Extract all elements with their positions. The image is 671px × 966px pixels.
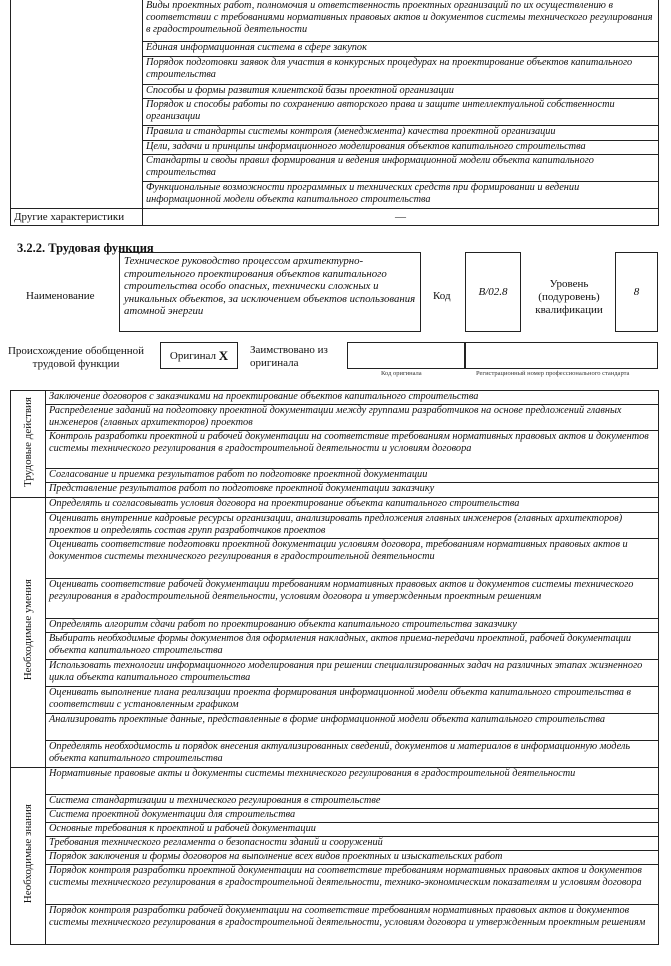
table-row: Цели, задачи и принципы информационного моделирования объектов капитального строительства	[143, 141, 659, 155]
actions-label: Трудовые действия	[22, 396, 34, 487]
level-box	[615, 252, 658, 332]
continued-label-cell	[11, 0, 143, 209]
other-characteristics-label: Другие характеристики	[11, 209, 143, 226]
original-mark: X	[218, 347, 229, 363]
table-row: Правила и стандарты системы контроля (менеджмента) качества проектной организации	[143, 126, 659, 141]
original-label: Оригинал	[169, 349, 216, 362]
code-label: Код	[433, 290, 451, 302]
table-row: Порядок контроля разработки проектной документации на соответствие требованиям нормативных правовых актов и документов системы технического регулирования в градостроительной деятельности, технико-экономическим показателям и условиям договора	[46, 865, 659, 905]
section-title: 3.2.2. Трудовая функция	[17, 241, 154, 255]
table-row: Система проектной документации для строительства	[46, 809, 659, 823]
table-row: Заключение договоров с заказчиками на проектирование объектов капитального строительства	[46, 391, 659, 405]
table-row: Основные требования к проектной и рабочей документации	[46, 823, 659, 837]
borrowed-label: Заимствовано из оригинала	[250, 344, 328, 369]
table-row: Оценивать соответствие рабочей документации требованиям нормативных правовых актов и документов системы технического регулирования в градостроительной деятельности, условиям договора и утвержденным проектным решениям	[46, 579, 659, 619]
code-box	[465, 252, 521, 332]
table-row: Нормативные правовые акты и документы системы технического регулирования в градостроительной деятельности	[46, 768, 659, 795]
table-row: Анализировать проектные данные, представленные в форме информационной модели объекта капитального строительства	[46, 714, 659, 741]
table-row: Порядок контроля разработки рабочей документации на соответствие требованиям нормативных правовых актов и документов системы технического регулирования в градостроительной деятельности, условиям договора и утвержденным проектным решениям	[46, 905, 659, 945]
level-label: Уровень (подуровень) квалификации	[535, 278, 603, 316]
name-label: Наименование	[26, 290, 95, 302]
other-characteristics-value: —	[143, 209, 659, 226]
table-row: Порядок заключения и формы договоров на выполнение всех видов проектных и изыскательских работ	[46, 851, 659, 865]
reg-number-box	[465, 342, 658, 369]
function-name-box	[119, 252, 421, 332]
table-row: Контроль разработки проектной и рабочей документации на соответствие требованиям нормативных правовых актов и документов системы технического регулирования в градостроительной деятельности и условиям договора	[46, 431, 659, 469]
table-row: Требования технического регламента о безопасности зданий и сооружений	[46, 837, 659, 851]
knowledge-label-cell	[11, 768, 46, 945]
table-row: Определять алгоритм сдачи работ по проектированию объекта капитального строительства заказчику	[46, 619, 659, 633]
table-row: Использовать технологии информационного моделирования при решении специализированных задач на различных этапах жизненного цикла объекта капитального строительства	[46, 660, 659, 687]
table-row: Представление результатов работ по подготовке проектной документации заказчику	[46, 483, 659, 498]
table-row: Согласование и приемка результатов работ по подготовке проектной документации	[46, 469, 659, 483]
table-row: Определять необходимость и порядок внесения актуализированных сведений, документов и материалов в информационную модель объекта капитального строительства	[46, 741, 659, 768]
table-row: Оценивать внутренние кадровые ресурсы организации, анализировать предложения главных инженеров (главных архитекторов) проектов и определять состав групп разработчиков проектов	[46, 513, 659, 539]
table-row: Система стандартизации и технического регулирования в строительстве	[46, 795, 659, 809]
table-row: Порядок и способы работы по сохранению авторского права и защите интеллектуальной собственности организации	[143, 99, 659, 126]
table-row: Виды проектных работ, полномочия и ответственность проектных организаций по их осуществлению в соответствии с требованиями нормативных правовых актов и документов системы технического регулирования в градостроительной деятельности	[143, 0, 659, 42]
skills-label-cell	[11, 498, 46, 768]
function-name-value: Техническое руководство процессом архитектурно-строительного проектирования объектов капитального строительства особо опасных, технически сложных и уникальных объектов, за исключением объектов использования атомной энергии	[124, 255, 416, 318]
labor-function-table	[10, 390, 659, 945]
table-row: Единая информационная система в сфере закупок	[143, 42, 659, 57]
skills-label: Необходимые умения	[22, 579, 34, 681]
original-box	[160, 342, 238, 369]
actions-label-cell	[11, 391, 46, 498]
table-row: Выбирать необходимые формы документов для оформления накладных, актов приема-передачи проектной, рабочей документации объекта капитального строительства	[46, 633, 659, 660]
origin-label: Происхождение обобщенной трудовой функции	[7, 345, 145, 370]
code-original-caption: Код оригинала	[381, 370, 422, 377]
knowledge-continued-table	[10, 0, 659, 226]
table-row: Оценивать выполнение плана реализации проекта формирования информационной модели объекта капитального строительства в соответствии с установленным графиком	[46, 687, 659, 714]
table-row: Распределение заданий на подготовку проектной документации между группами разработчиков на основе предложений главных инженеров (главных архитекторов) проектов	[46, 405, 659, 431]
table-row: Функциональные возможности программных и технических средств при формировании и ведении информационной модели объекта капитального строительства	[143, 182, 659, 209]
table-row: Определять и согласовывать условия договора на проектирование объекта капитального строительства	[46, 498, 659, 513]
reg-number-caption: Регистрационный номер профессионального стандарта	[476, 370, 630, 377]
knowledge-label: Необходимые знания	[22, 803, 34, 904]
code-original-box	[347, 342, 465, 369]
table-row: Порядок подготовки заявок для участия в конкурсных процедурах на проектирование объектов капитального строительства	[143, 57, 659, 85]
table-row: Способы и формы развития клиентской базы проектной организации	[143, 85, 659, 99]
table-row: Стандарты и своды правил формирования и ведения информационной модели объекта капитального строительства	[143, 155, 659, 182]
table-row: Оценивать соответствие подготовки проектной документации условиям договора, требованиям нормативных правовых актов и документов системы технического регулирования в градостроительной деятельности	[46, 539, 659, 579]
level-value: 8	[633, 285, 640, 298]
code-value: B/02.8	[478, 285, 508, 298]
